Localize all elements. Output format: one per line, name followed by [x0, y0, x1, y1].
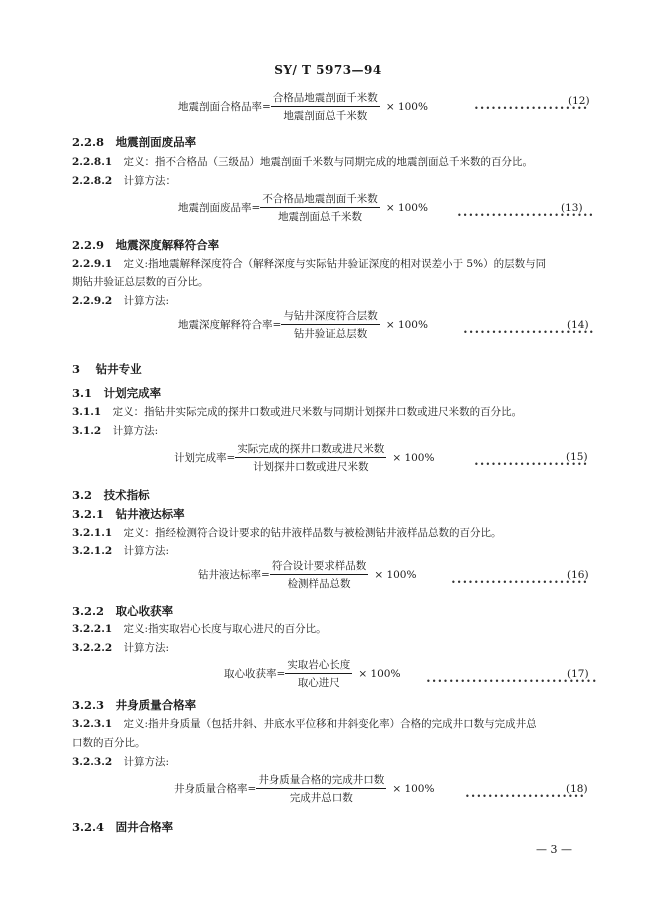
formula-17: [224, 657, 400, 690]
definition-paragraph-continued: 期钻井验证总层数的百分比。: [72, 276, 209, 288]
definition-paragraph: [72, 404, 522, 419]
clause-number: 3.1.1: [72, 406, 102, 418]
section-number: 3.1: [72, 386, 93, 400]
section-title: 地震深度解释符合率: [115, 238, 220, 252]
formula-13: [178, 191, 428, 224]
fraction: [260, 191, 380, 224]
formula-14: [178, 308, 428, 341]
equation-number: (16): [567, 569, 589, 581]
clause-text: 计算方法:: [123, 642, 170, 654]
denominator: 钻井验证总层数: [293, 328, 368, 340]
formula-18: [174, 772, 434, 805]
chapter-title: 钻井专业: [95, 362, 142, 376]
formula-label: 取心收获率=: [224, 668, 286, 680]
clause-text: 计算方法:: [123, 545, 170, 557]
numerator: 不合格品地震剖面千米数: [260, 191, 380, 208]
clause-number: 3.2.1.2: [72, 545, 113, 557]
denominator: 地震剖面总千米数: [283, 110, 368, 122]
clause-text: 定义：指经检测符合设计要求的钻井液样品数与被检测钻井液样品总数的百分比。: [123, 527, 502, 539]
denominator: 计划探井口数或进尺米数: [253, 461, 369, 473]
section-number: 2.2.9: [72, 238, 105, 252]
equation-number: (12): [568, 95, 590, 107]
formula-label: 地震深度解释符合率=: [178, 319, 282, 331]
clause-text: 计算方法:: [112, 425, 159, 437]
leader-dots: •••••••••••••••••••••: [465, 792, 586, 801]
numerator: 实取岩心长度: [285, 657, 352, 674]
section-number: 3.2: [72, 488, 93, 502]
clause-text: 计算方法:: [123, 295, 170, 307]
definition-paragraph-continued: 口数的百分比。: [72, 737, 146, 749]
section-number: 3.2.3: [72, 698, 105, 712]
section-title: 技术指标: [103, 488, 150, 502]
section-title: 钻井液达标率: [115, 507, 185, 521]
section-heading: [72, 385, 161, 401]
leader-dots: ••••••••••••••••••••••••: [451, 578, 589, 587]
page-number: — 3 —: [536, 843, 572, 856]
clause-number: 3.2.2.1: [72, 623, 113, 635]
equation-number: (15): [566, 451, 588, 463]
clause-text: 定义：指不合格品（三级品）地震剖面千米数与同期完成的地震剖面总千米数的百分比。: [123, 156, 534, 168]
clause-number: 2.2.9.2: [72, 295, 113, 307]
fraction: [270, 558, 369, 591]
section-number: 3.2.1: [72, 507, 105, 521]
fraction: [235, 441, 386, 474]
leader-dots: ••••••••••••••••••••••••••••••: [426, 677, 598, 686]
method-paragraph: [72, 754, 169, 769]
section-title: 井身质量合格率: [115, 698, 197, 712]
method-paragraph: [72, 543, 169, 558]
chapter-heading: [72, 361, 142, 377]
section-heading: [72, 819, 173, 835]
denominator: 取心进尺: [297, 677, 340, 689]
leader-dots: ••••••••••••••••••••: [474, 104, 589, 113]
section-title: 取心收获率: [115, 604, 174, 618]
chapter-number: 3: [72, 362, 81, 376]
clause-number: 3.2.2.2: [72, 642, 113, 654]
leader-dots: •••••••••••••••••••••••: [463, 328, 595, 337]
clause-number: 3.2.3.1: [72, 718, 113, 730]
formula-label: 地震剖面废品率=: [178, 202, 261, 214]
factor: × 100%: [385, 318, 428, 331]
definition-paragraph: [72, 525, 502, 540]
clause-number: 3.2.3.2: [72, 756, 113, 768]
clause-text: 定义:指实取岩心长度与取心进尺的百分比。: [123, 623, 327, 635]
factor: × 100%: [392, 782, 435, 795]
section-heading: [72, 487, 150, 503]
section-title: 地震剖面废品率: [115, 135, 197, 149]
method-paragraph: [72, 423, 158, 438]
clause-text: 计算方法：: [123, 175, 177, 187]
formula-label: 井身质量合格率=: [174, 783, 257, 795]
definition-paragraph: [72, 716, 537, 731]
section-title: 固井合格率: [115, 820, 174, 834]
numerator: 实际完成的探井口数或进尺米数: [235, 441, 386, 458]
denominator: 地震剖面总千米数: [278, 211, 363, 223]
clause-text: 定义:指井身质量（包括井斜、井底水平位移和井斜变化率）合格的完成井口数与完成井总: [123, 718, 537, 730]
clause-text: 定义：指钻井实际完成的探井口数或进尺米数与同期计划探井口数或进尺米数的百分比。: [112, 406, 523, 418]
method-paragraph: [72, 640, 169, 655]
factor: × 100%: [374, 568, 417, 581]
section-number: 3.2.2: [72, 604, 105, 618]
clause-number: 3.2.1.1: [72, 527, 113, 539]
numerator: 井身质量合格的完成井口数: [256, 772, 386, 789]
equation-number: (13): [561, 202, 583, 214]
section-heading: [72, 134, 196, 150]
numerator: 与钻井深度符合层数: [281, 308, 380, 325]
clause-text: 计算方法:: [123, 756, 170, 768]
denominator: 完成井总口数: [289, 792, 353, 804]
fraction: [271, 90, 380, 123]
numerator: 合格品地震剖面千米数: [271, 90, 380, 107]
leader-dots: ••••••••••••••••••••: [474, 460, 589, 469]
section-title: 计划完成率: [103, 386, 162, 400]
fraction: [281, 308, 380, 341]
formula-label: 钻井液达标率=: [198, 569, 270, 581]
formula-15: [174, 441, 434, 474]
definition-paragraph: [72, 621, 327, 636]
definition-paragraph: [72, 154, 533, 169]
definition-paragraph: [72, 256, 546, 271]
denominator: 检测样品总数: [287, 578, 351, 590]
equation-number: (18): [566, 783, 588, 795]
fraction: [256, 772, 386, 805]
factor: × 100%: [385, 100, 428, 113]
method-paragraph: [72, 173, 176, 188]
formula-label: 计划完成率=: [174, 452, 236, 464]
section-number: 3.2.4: [72, 820, 105, 834]
leader-dots: ••••••••••••••••••••••••: [457, 211, 595, 220]
section-heading: [72, 697, 196, 713]
fraction: [285, 657, 352, 690]
clause-number: 2.2.8.2: [72, 175, 113, 187]
section-heading: [72, 237, 219, 253]
method-paragraph: [72, 293, 169, 308]
formula-label: 地震剖面合格品率=: [178, 101, 271, 113]
factor: × 100%: [392, 451, 435, 464]
factor: × 100%: [385, 201, 428, 214]
section-heading: [72, 603, 173, 619]
formula-12: [178, 90, 428, 123]
clause-number: 2.2.9.1: [72, 258, 113, 270]
clause-number: 2.2.8.1: [72, 156, 113, 168]
formula-16: [198, 558, 416, 591]
clause-number: 3.1.2: [72, 425, 102, 437]
equation-number: (14): [567, 319, 589, 331]
section-heading: [72, 506, 185, 522]
page-header: SY/ T 5973—94: [274, 63, 382, 77]
section-number: 2.2.8: [72, 135, 105, 149]
clause-text: 定义:指地震解释深度符合（解释深度与实际钻井验证深度的相对误差小于 5%）的层数与同: [123, 258, 547, 270]
factor: × 100%: [358, 667, 401, 680]
numerator: 符合设计要求样品数: [270, 558, 369, 575]
equation-number: (17): [567, 668, 589, 680]
